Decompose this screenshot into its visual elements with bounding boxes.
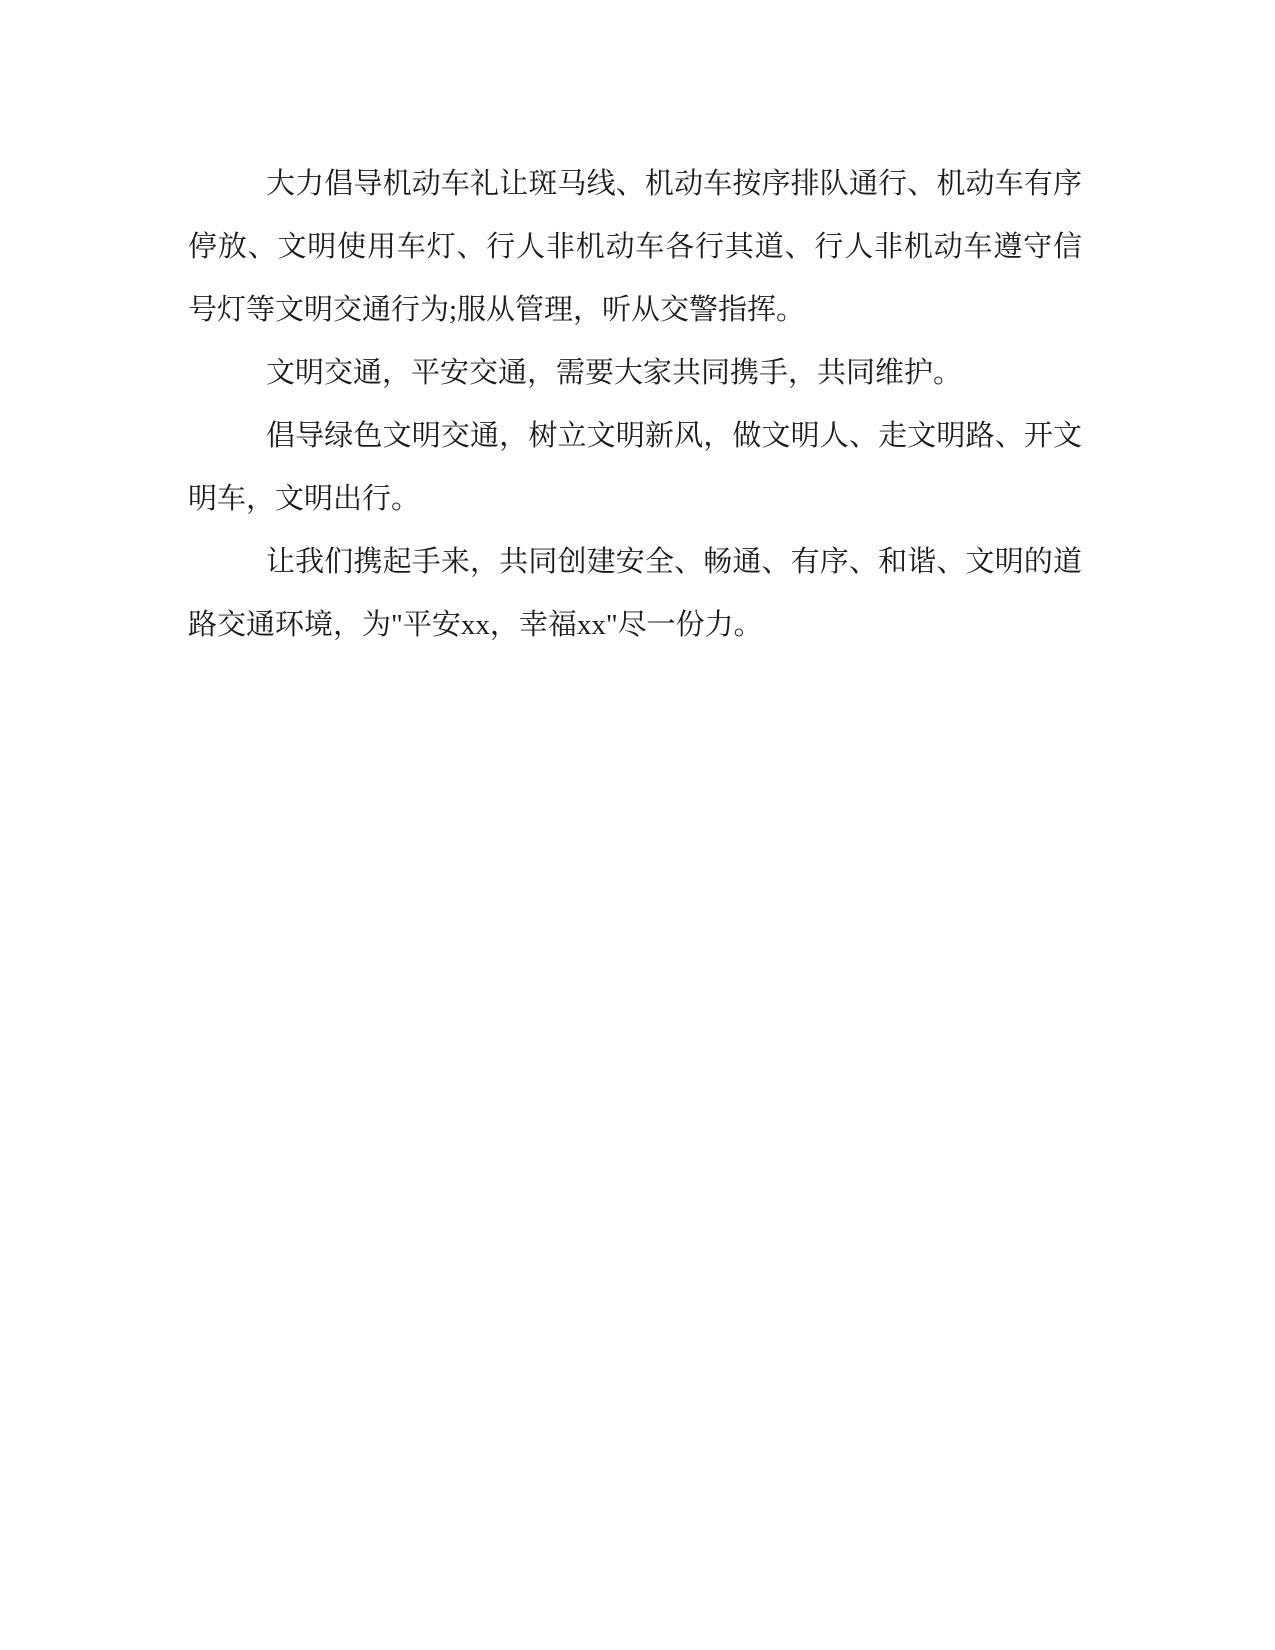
paragraph-4: 让我们携起手来，共同创建安全、畅通、有序、和谐、文明的道路交通环境，为"平安xx，幸福xx"尽一份力。 <box>188 546 1082 641</box>
paragraph-2: 文明交通，平安交通，需要大家共同携手，共同维护。 <box>266 357 963 389</box>
paragraph-3: 倡导绿色文明交通，树立文明新风，做文明人、走文明路、开文明车，文明出行。 <box>188 420 1082 515</box>
document-body <box>188 153 1082 657</box>
paragraph-1: 大力倡导机动车礼让斑马线、机动车按序排队通行、机动车有序停放、文明使用车灯、行人非机动车各行其道、行人非机动车遵守信号灯等文明交通行为;服从管理，听从交警指挥。 <box>188 168 1082 326</box>
